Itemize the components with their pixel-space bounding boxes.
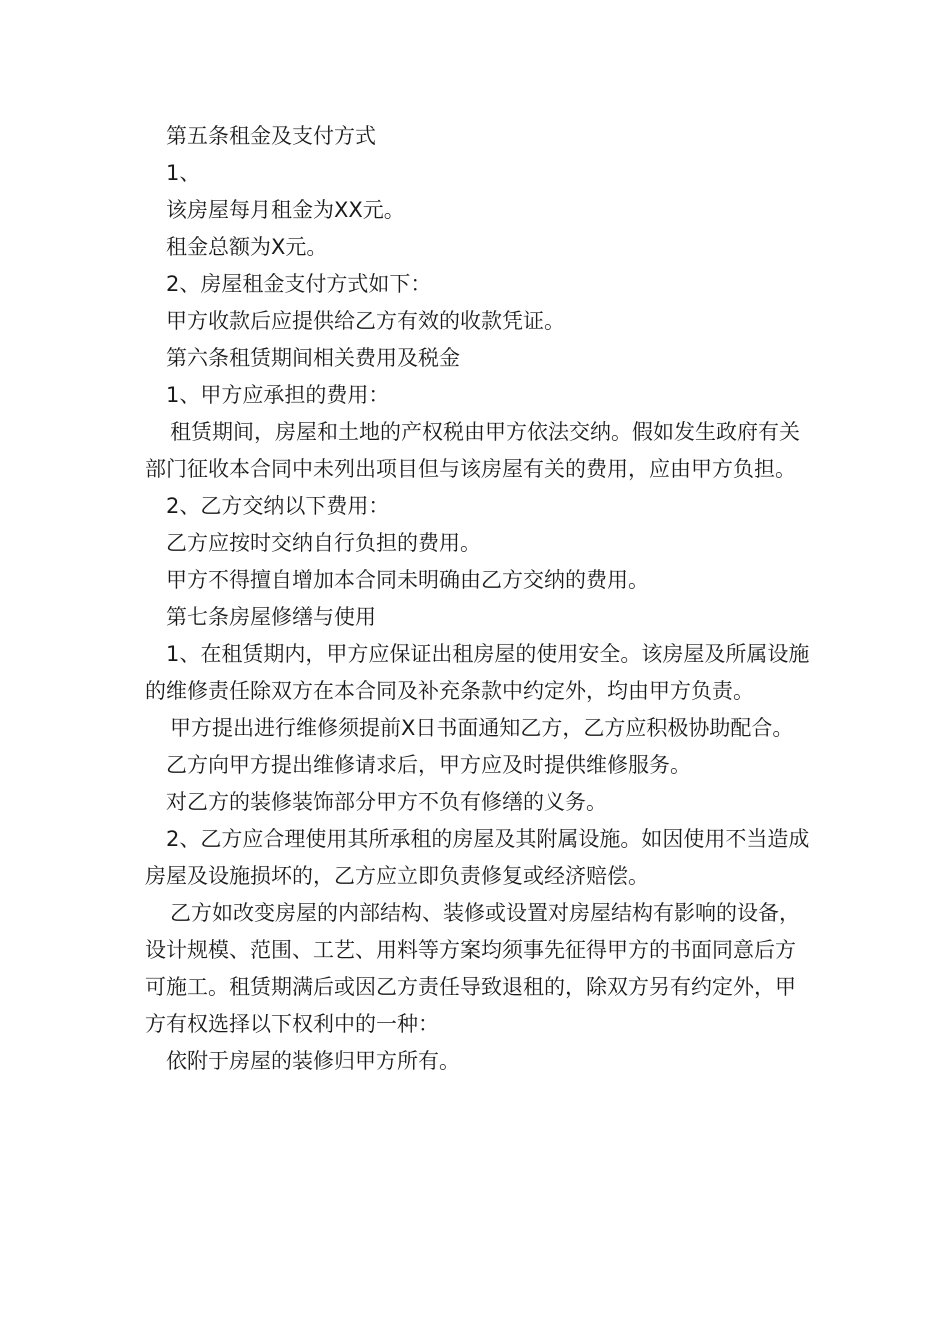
document-body bbox=[145, 118, 810, 1080]
clause-number: 1、 bbox=[166, 161, 201, 185]
paragraph: 2、乙方应合理使用其所承租的房屋及其附属设施。如因使用不当造成房屋及设施损坏的，乙方应立即负责修复或经济赔偿。 bbox=[145, 827, 810, 888]
paragraph: 2、乙方交纳以下费用： bbox=[166, 494, 390, 518]
paragraph: 甲方收款后应提供给乙方有效的收款凭证。 bbox=[166, 309, 565, 333]
paragraph: 该房屋每月租金为XX元。 bbox=[166, 198, 405, 222]
paragraph: 乙方应按时交纳自行负担的费用。 bbox=[166, 531, 481, 555]
article-6-heading: 第六条租赁期间相关费用及税金 bbox=[166, 346, 460, 370]
article-5-heading: 第五条租金及支付方式 bbox=[166, 124, 376, 148]
paragraph: 1、甲方应承担的费用： bbox=[166, 383, 390, 407]
paragraph: 甲方不得擅自增加本合同未明确由乙方交纳的费用。 bbox=[166, 568, 649, 592]
paragraph: 依附于房屋的装修归甲方所有。 bbox=[166, 1049, 460, 1073]
article-7-heading: 第七条房屋修缮与使用 bbox=[166, 605, 376, 629]
paragraph: 租赁期间，房屋和土地的产权税由甲方依法交纳。假如发生政府有关部门征收本合同中未列出项目但与该房屋有关的费用，应由甲方负担。 bbox=[145, 420, 800, 481]
paragraph: 1、在租赁期内，甲方应保证出租房屋的使用安全。该房屋及所属设施的维修责任除双方在本合同及补充条款中约定外，均由甲方负责。 bbox=[145, 642, 810, 703]
paragraph: 乙方向甲方提出维修请求后，甲方应及时提供维修服务。 bbox=[166, 753, 691, 777]
paragraph: 2、房屋租金支付方式如下： bbox=[166, 272, 432, 296]
paragraph: 对乙方的装修装饰部分甲方不负有修缮的义务。 bbox=[166, 790, 607, 814]
paragraph: 乙方如改变房屋的内部结构、装修或设置对房屋结构有影响的设备，设计规模、范围、工艺、用料等方案均须事先征得甲方的书面同意后方可施工。租赁期满后或因乙方责任导致退租的，除双方另有约定外，甲方有权选择以下权利中的一种： bbox=[145, 901, 800, 1036]
paragraph: 租金总额为X元。 bbox=[166, 235, 328, 259]
paragraph: 甲方提出进行维修须提前X日书面通知乙方，乙方应积极协助配合。 bbox=[170, 716, 794, 740]
